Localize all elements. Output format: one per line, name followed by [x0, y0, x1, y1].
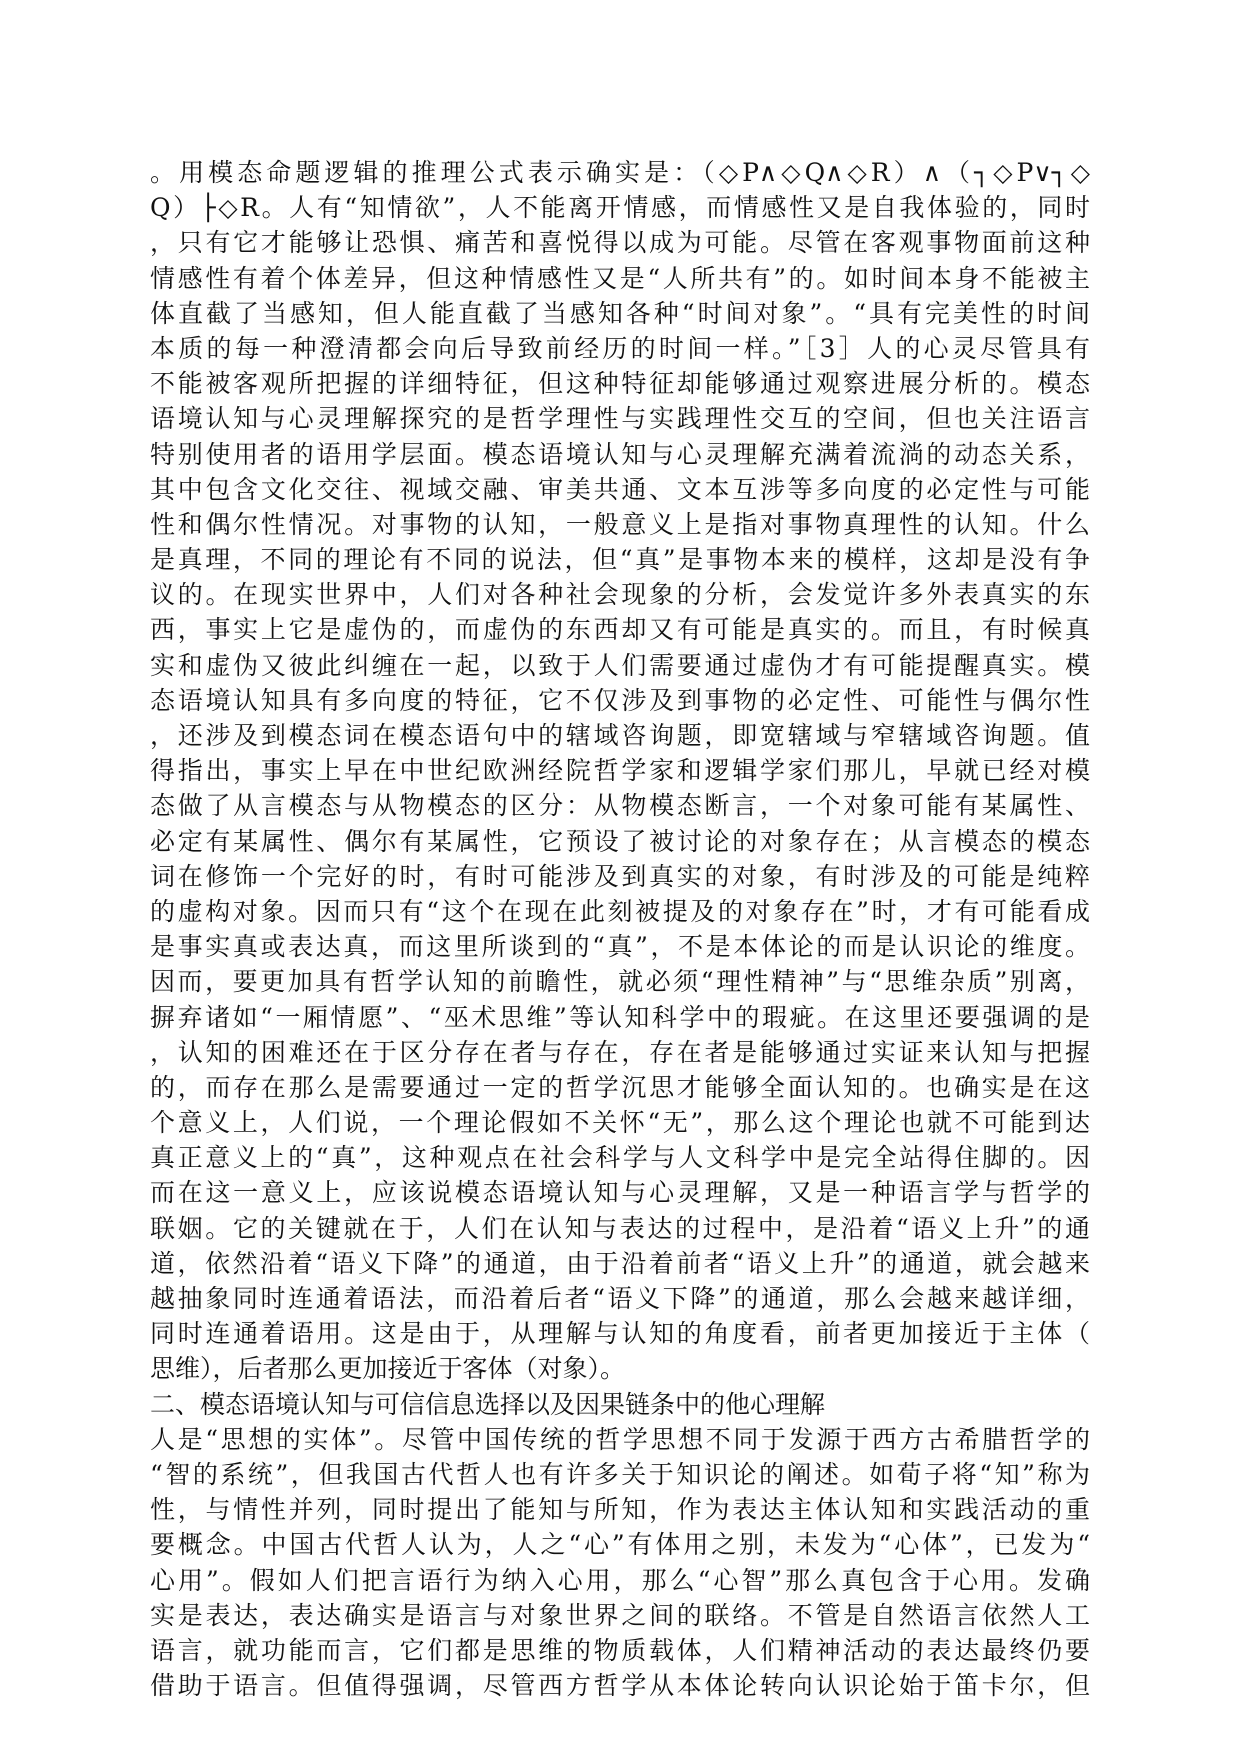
section-heading: 二、模态语境认知与可信信息选择以及因果链条中的他心理解 — [150, 1389, 826, 1419]
text-line: 因而，要更加具有哲学认知的前瞻性，就必须“理性精神”与“思维杂质”别离， — [150, 967, 1090, 997]
text-line: ，只有它才能够让恐惧、痛苦和喜悦得以成为可能。尽管在客观事物面前这种 — [150, 228, 1090, 258]
text-line: 个意义上，人们说，一个理论假如不关怀“无”，那么这个理论也就不可能到达 — [150, 1108, 1090, 1138]
text-line: 是真理，不同的理论有不同的说法，但“真”是事物本来的模样，这却是没有争 — [150, 545, 1090, 575]
text-line: 真正意义上的“真”，这种观点在社会科学与人文科学中是完全站得住脚的。因 — [150, 1143, 1090, 1173]
text-line: 议的。在现实世界中，人们对各种社会现象的分析，会发觉许多外表真实的东 — [150, 580, 1090, 610]
text-line: 的虚构对象。因而只有“这个在现在此刻被提及的对象存在”时，才有可能看成 — [150, 896, 1090, 926]
text-line: Q）├◇R。人有“知情欲”，人不能离开情感，而情感性又是自我体验的，同时 — [150, 193, 1090, 223]
text-line: 必定有某属性、偶尔有某属性，它预设了被讨论的对象存在；从言模态的模态 — [150, 826, 1090, 856]
text-line: 借助于语言。但值得强调，尽管西方哲学从本体论转向认识论始于笛卡尔，但 — [150, 1671, 1090, 1701]
text-line: 体直截了当感知，但人能直截了当感知各种“时间对象”。“具有完美性的时间 — [150, 298, 1090, 328]
body-text — [150, 155, 1090, 1703]
text-line: 的，而存在那么是需要通过一定的哲学沉思才能够全面认知的。也确实是在这 — [150, 1072, 1090, 1102]
text-line: 联姻。它的关键就在于，人们在认知与表达的过程中，是沿着“语义上升”的通 — [150, 1213, 1090, 1243]
text-line: “智的系统”，但我国古代哲人也有许多关于知识论的阐述。如荀子将“知”称为 — [150, 1459, 1090, 1489]
text-line: 特别使用者的语用学层面。模态语境认知与心灵理解充满着流淌的动态关系， — [150, 439, 1090, 469]
text-line: 人是“思想的实体”。尽管中国传统的哲学思想不同于发源于西方古希腊哲学的 — [150, 1424, 1090, 1454]
text-line: 心用”。假如人们把言语行为纳入心用，那么“心智”那么真包含于心用。发确 — [150, 1565, 1090, 1595]
text-line: ，认知的困难还在于区分存在者与存在，存在者是能够通过实证来认知与把握 — [150, 1037, 1090, 1067]
text-line: 越抽象同时连通着语法，而沿着后者“语义下降”的通道，那么会越来越详细， — [150, 1284, 1090, 1313]
text-line: ，还涉及到模态词在模态语句中的辖域咨询题，即宽辖域与窄辖域咨询题。值 — [150, 721, 1090, 750]
text-line: 语言，就功能而言，它们都是思维的物质载体，人们精神活动的表达最终仍要 — [150, 1635, 1090, 1665]
text-line: 同时连通着语用。这是由于，从理解与认知的角度看，前者更加接近于主体（ — [150, 1319, 1090, 1349]
text-line: 词在修饰一个完好的时，有时可能涉及到真实的对象，有时涉及的可能是纯粹 — [150, 861, 1090, 891]
text-line: 不能被客观所把握的详细特征，但这种特征却能够通过观察进展分析的。模态 — [150, 369, 1090, 399]
text-line: 实是表达，表达确实是语言与对象世界之间的联络。不管是自然语言依然人工 — [150, 1600, 1090, 1630]
text-line: 摒弃诸如“一厢情愿”、“巫术思维”等认知科学中的瑕疵。在这里还要强调的是 — [150, 1002, 1090, 1032]
text-line: 西，事实上它是虚伪的，而虚伪的东西却又有可能是真实的。而且，有时候真 — [150, 615, 1090, 645]
text-line: 。用模态命题逻辑的推理公式表示确实是：（◇P∧◇Q∧◇R）∧（┐◇P∨┐◇ — [150, 158, 1090, 187]
text-line: 是事实真或表达真，而这里所谈到的“真”，不是本体论的而是认识论的维度。 — [150, 932, 1090, 962]
text-line: 实和虚伪又彼此纠缠在一起，以致于人们需要通过虚伪才有可能提醒真实。模 — [150, 650, 1090, 680]
text-line: 态语境认知具有多向度的特征，它不仅涉及到事物的必定性、可能性与偶尔性 — [150, 685, 1090, 715]
text-line: 本质的每一种澄清都会向后导致前经历的时间一样。”［3］人的心灵尽管具有 — [150, 333, 1090, 363]
text-line: 思维），后者那么更加接近于客体（对象）。 — [150, 1354, 626, 1384]
text-line: 要概念。中国古代哲人认为，人之“心”有体用之别，未发为“心体”，已发为“ — [150, 1530, 1090, 1560]
text-line: 性和偶尔性情况。对事物的认知，一般意义上是指对事物真理性的认知。什么 — [150, 509, 1090, 539]
text-line: 态做了从言模态与从物模态的区分：从物模态断言，一个对象可能有某属性、 — [150, 791, 1090, 821]
text-line: 而在这一意义上，应该说模态语境认知与心灵理解，又是一种语言学与哲学的 — [150, 1178, 1090, 1208]
text-line: 得指出，事实上早在中世纪欧洲经院哲学家和逻辑学家们那儿，早就已经对模 — [150, 756, 1090, 786]
text-line: 其中包含文化交往、视域交融、审美共通、文本互涉等多向度的必定性与可能 — [150, 474, 1090, 504]
text-line: 情感性有着个体差异，但这种情感性又是“人所共有”的。如时间本身不能被主 — [150, 263, 1090, 293]
text-line: 道，依然沿着“语义下降”的通道，由于沿着前者“语义上升”的通道，就会越来 — [150, 1248, 1090, 1278]
text-line: 语境认知与心灵理解探究的是哲学理性与实践理性交互的空间，但也关注语言 — [150, 404, 1090, 434]
text-line: 性，与情性并列，同时提出了能知与所知，作为表达主体认知和实践活动的重 — [150, 1495, 1090, 1525]
